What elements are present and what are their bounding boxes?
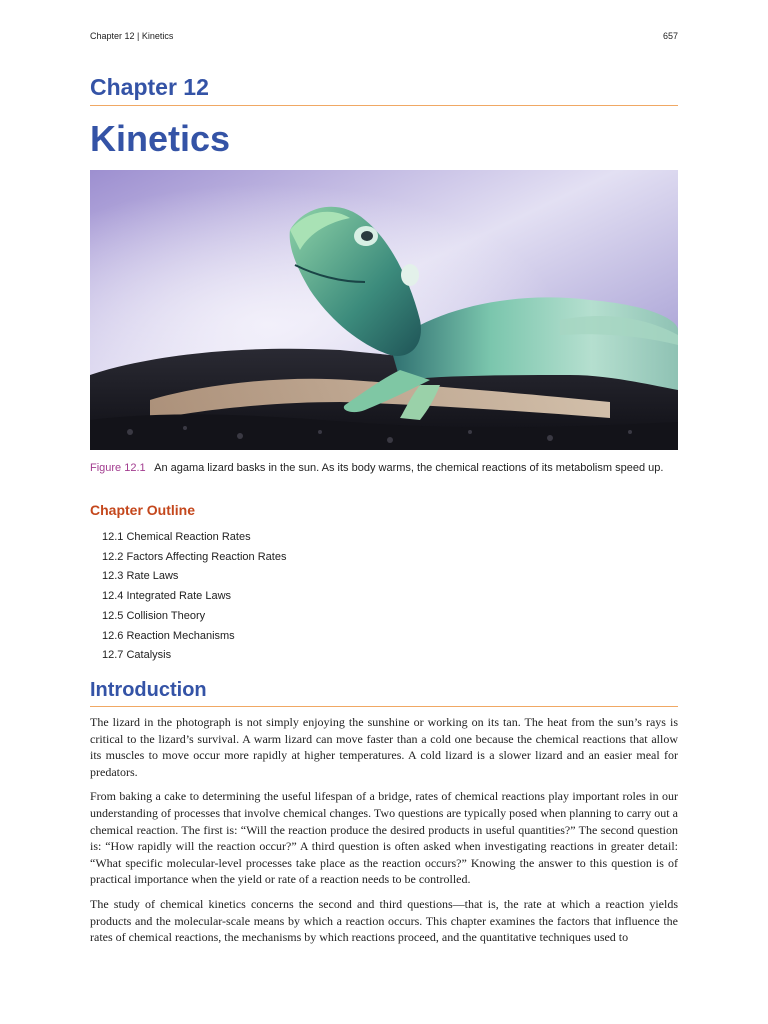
page-number: 657 [662, 31, 678, 41]
outline-item[interactable]: 12.5 Collision Theory [102, 609, 206, 622]
running-header-title: Chapter 12 | Kinetics [90, 31, 174, 41]
outline-item[interactable]: 12.2 Factors Affecting Reaction Rates [102, 550, 287, 563]
chapter-title: Kinetics [90, 118, 231, 159]
figure-label: Figure 12.1 [90, 462, 146, 474]
chapter-outline-list [102, 528, 286, 666]
outline-item[interactable]: 12.6 Reaction Mechanisms [102, 629, 235, 642]
figure-caption-text: An agama lizard basks in the sun. As its body warms, the chemical reactions of its metabolism speed up. [154, 462, 664, 474]
chapter-number: Chapter 12 [90, 72, 678, 106]
outline-item[interactable]: 12.4 Integrated Rate Laws [102, 590, 232, 603]
running-header [90, 31, 678, 41]
paragraph: The study of chemical kinetics concerns the second and third questions—that is, the rate at which a reaction yields products and the molecular-scale means by which a reaction occurs. This chapter examines the factors that influence the rates of chemical reactions, the mechanisms by which reactions proceed, and the quantitative techniques used to [90, 896, 678, 945]
outline-item[interactable]: 12.1 Chemical Reaction Rates [102, 531, 251, 543]
outline-item[interactable]: 12.3 Rate Laws [102, 570, 179, 583]
paragraph: From baking a cake to determining the useful lifespan of a bridge, rates of chemical reactions play important roles in our understanding of processes that involve chemical changes. Two questions are typically posed when planning to carry out a chemical reaction. The first is: “Will the reaction produce the desired products in useful quantities?” The second question is: “How rapidly will the reaction occur?” A third question is often asked when investigating reactions in greater detail: “What specific molecular-level processes take place as the reaction occurs?” Knowing the answer to this question is of practical importance when the yield or rate of a reaction needs to be controlled. [90, 789, 678, 887]
introduction-body [90, 714, 678, 954]
lizard-photo [90, 170, 678, 450]
figure-caption [90, 461, 678, 475]
outline-item[interactable]: 12.7 Catalysis [102, 649, 172, 662]
chapter-outline-heading: Chapter Outline [90, 502, 196, 518]
introduction-heading: Introduction [90, 677, 678, 707]
paragraph: The lizard in the photograph is not simply enjoying the sunshine or working on its tan. The heat from the sun’s rays is critical to the lizard’s survival. A warm lizard can move faster than a cold one because the chemical reactions that allow its muscles to move occur more rapidly at higher temperatures. A cold lizard is a slower lizard and an easier meal for predators. [90, 715, 678, 779]
